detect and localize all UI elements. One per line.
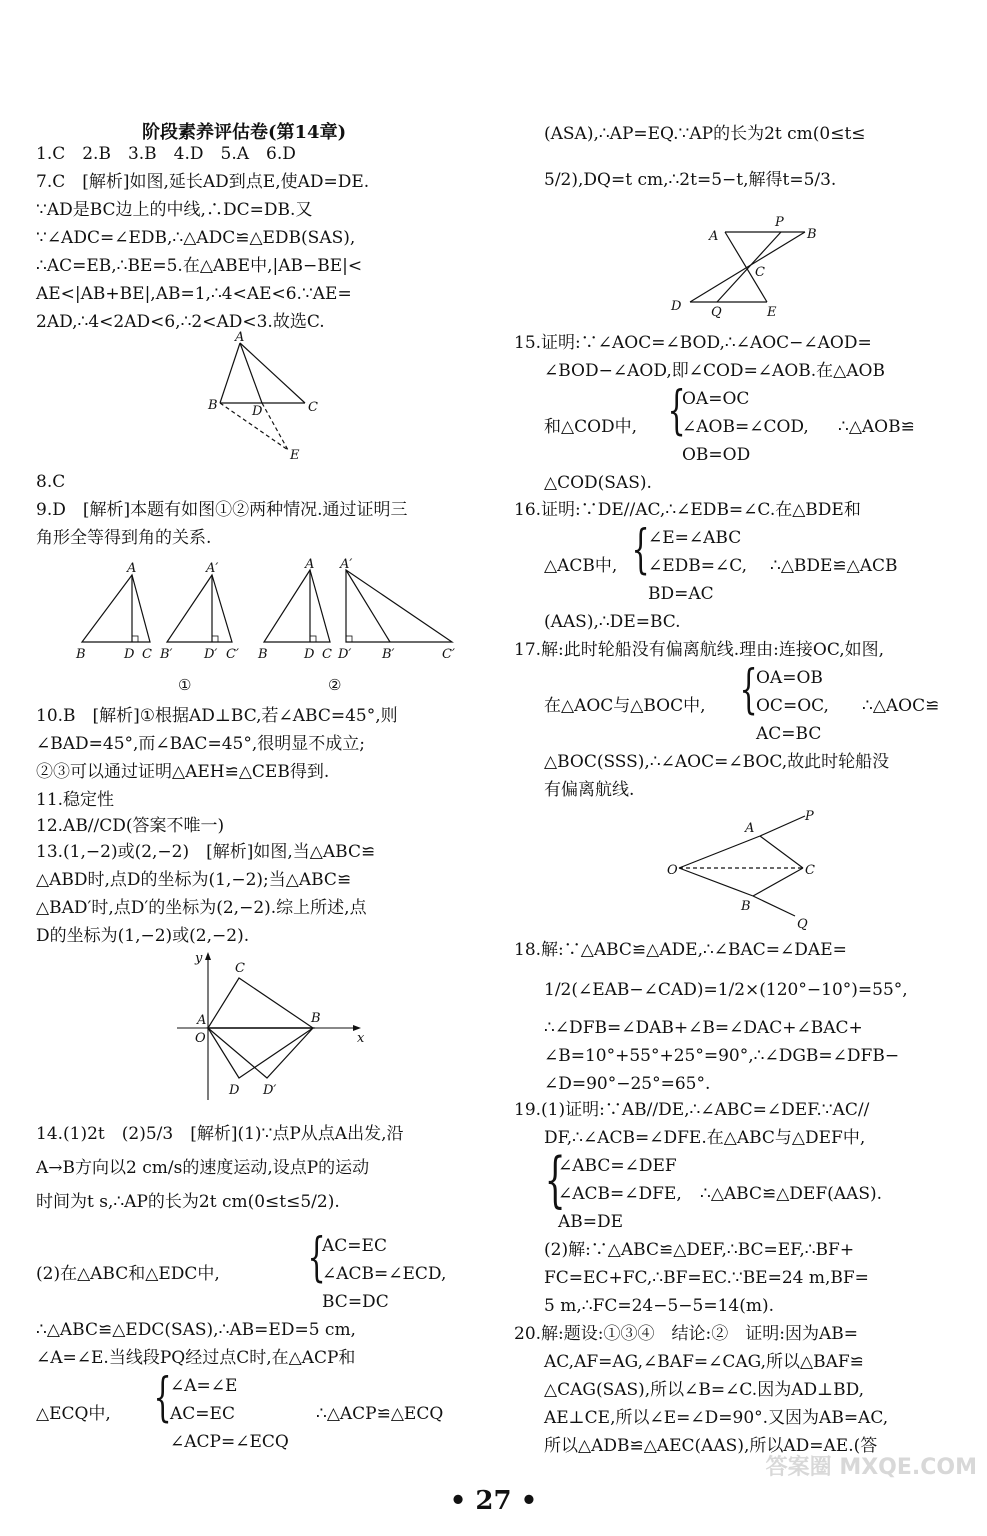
answer-line: 5 m,∴FC=24−5−5=14(m). — [544, 1296, 775, 1316]
answer-line: 18.解:∵△ABC≌△ADE,∴∠BAC=∠DAE= — [514, 940, 847, 960]
answer-line: ∠BAD=45°,而∠BAC=45°,很明显不成立; — [36, 734, 365, 754]
answer-line: A→B方向以2 cm/s的速度运动,设点P的运动 — [36, 1158, 370, 1178]
label-Q: Q — [797, 917, 808, 932]
answer-line: 14.(1)2t (2)5/3 [解析](1)∵点P从点A出发,沿 — [36, 1124, 404, 1144]
label-B-prime: B′ — [160, 647, 173, 662]
label-D-prime: D′ — [338, 647, 352, 662]
system-line: OA=OB — [756, 668, 823, 688]
label-C: C — [322, 647, 332, 662]
answer-line: ∴△ACP≌△ECQ — [316, 1404, 444, 1424]
label-O: O — [195, 1031, 206, 1046]
answer-line: △ECQ中, — [36, 1404, 111, 1424]
label-P: P — [805, 809, 814, 824]
system-line: ∠A=∠E — [170, 1376, 238, 1396]
answer-line: 有偏离航线. — [544, 780, 635, 800]
label-E: E — [767, 305, 777, 320]
label-x: x — [357, 1031, 365, 1046]
answer-line: △BOC(SSS),∴∠AOC=∠BOC,故此时轮船没 — [544, 752, 890, 772]
answer-line: 和△COD中, — [544, 417, 638, 437]
label-A: A — [305, 557, 315, 572]
answer-line: 19.(1)证明:∵AB//DE,∴∠ABC=∠DEF.∵AC// — [514, 1100, 870, 1120]
answer-line: 角形全等得到角的关系. — [36, 528, 212, 548]
page-title: 阶段素养评估卷(第14章) — [142, 122, 347, 143]
answer-line: AE⊥CE,所以∠E=∠D=90°.又因为AB=AC, — [544, 1408, 889, 1428]
brace: { — [153, 1368, 172, 1428]
answer-line: 1/2(∠EAB−∠CAD)=1/2×(120°−10°)=55°, — [544, 980, 908, 1000]
answer-line: (ASA),∴AP=EQ.∵AP的长为2t cm(0≤t≤ — [544, 124, 866, 144]
answer-line: 9.D [解析]本题有如图①②两种情况.通过证明三 — [36, 500, 408, 520]
answer-line: 1.C 2.B 3.B 4.D 5.A 6.D — [36, 144, 296, 164]
answer-line: 时间为t s,∴AP的长为2t cm(0≤t≤5/2). — [36, 1192, 340, 1212]
label-D: D — [671, 299, 682, 314]
system-line: OA=OC — [682, 389, 750, 409]
system-line: ∠ACB=∠ECD, — [322, 1264, 447, 1284]
system-line: ∠ACB=∠DFE, — [558, 1184, 682, 1204]
label-D-prime: D′ — [263, 1083, 277, 1098]
answer-line: △COD(SAS). — [544, 473, 652, 493]
label-O: O — [667, 863, 678, 878]
answer-line: 10.B [解析]①根据AD⊥BC,若∠ABC=45°,则 — [36, 706, 398, 726]
answer-line: ∠A=∠E.当线段PQ经过点C时,在△ACP和 — [36, 1348, 356, 1368]
answer-line: △ACB中, — [544, 556, 618, 576]
system-line: AC=EC — [170, 1404, 235, 1424]
system-line: AB=DE — [558, 1212, 624, 1232]
label-E: E — [290, 448, 300, 463]
figure-q14 — [665, 210, 825, 320]
label-P: P — [775, 215, 784, 230]
label-B: B — [76, 647, 86, 662]
label-A: A — [235, 330, 245, 345]
answer-line: (AAS),∴DE=BC. — [544, 612, 681, 632]
page-number: • 27 • — [449, 1486, 538, 1516]
label-D: D — [229, 1083, 240, 1098]
figure-label-1: ① — [178, 676, 192, 694]
answer-line: ∠D=90°−25°=65°. — [544, 1074, 711, 1094]
answer-line: 20.解:题设:①③④ 结论:② 证明:因为AB= — [514, 1324, 858, 1344]
system-line: BC=DC — [322, 1292, 389, 1312]
answer-line: AC,AF=AG,∠BAF=∠CAG,所以△BAF≌ — [544, 1352, 864, 1372]
answer-line: (2)解:∵△ABC≌△DEF,∴BC=EF,∴BF+ — [544, 1240, 855, 1260]
brace: { — [667, 381, 686, 441]
label-C: C — [235, 961, 245, 976]
label-A: A — [197, 1013, 207, 1028]
answer-line: ∴△ABC≌△DEF(AAS). — [700, 1184, 883, 1204]
answer-line: DF,∴∠ACB=∠DFE.在△ABC与△DEF中, — [544, 1128, 866, 1148]
label-D: D — [252, 404, 263, 419]
label-A: A — [709, 229, 719, 244]
answer-line: 13.(1,−2)或(2,−2) [解析]如图,当△ABC≌ — [36, 842, 376, 862]
figure-q17 — [665, 806, 825, 936]
system-line: BD=AC — [648, 584, 714, 604]
label-C: C — [755, 265, 765, 280]
label-C: C — [805, 863, 815, 878]
system-line: OB=OD — [682, 445, 751, 465]
answer-line: △BAD′时,点D′的坐标为(2,−2).综上所述,点 — [36, 898, 367, 918]
watermark: 答案圈 MXQE.COM — [765, 1455, 977, 1480]
system-line: ∠ACP=∠ECQ — [170, 1432, 289, 1452]
brace: { — [631, 520, 650, 580]
answer-line: 16.证明:∵DE//AC,∴∠EDB=∠C.在△BDE和 — [514, 500, 861, 520]
label-C: C — [308, 400, 318, 415]
answer-line: ∴△AOB≌ — [838, 417, 915, 437]
answer-line: 8.C — [36, 472, 66, 492]
label-B: B — [807, 227, 817, 242]
label-D-prime: D′ — [204, 647, 218, 662]
answer-line: ∵AD是BC边上的中线,∴DC=DB.又 — [36, 200, 313, 220]
answer-line: ∵∠ADC=∠EDB,∴△ADC≌△EDB(SAS), — [36, 228, 356, 248]
answer-line: ∴∠DFB=∠DAB+∠B=∠DAC+∠BAC+ — [544, 1018, 863, 1038]
answer-line: ∴△BDE≌△ACB — [770, 556, 898, 576]
label-D: D — [304, 647, 315, 662]
figure-q7 — [200, 330, 330, 465]
brace: { — [307, 1228, 326, 1288]
label-B-prime: B′ — [382, 647, 395, 662]
answer-line: 5/2),DQ=t cm,∴2t=5−t,解得t=5/3. — [544, 170, 837, 190]
answer-line: ∴△ABC≌△EDC(SAS),∴AB=ED=5 cm, — [36, 1320, 356, 1340]
answer-line: 11.稳定性 — [36, 790, 115, 810]
system-line: OC=OC, — [756, 696, 829, 716]
label-B: B — [311, 1011, 321, 1026]
answer-line: ∴△AOC≌ — [862, 696, 940, 716]
answer-line: 2AD,∴4<2AD<6,∴2<AD<3.故选C. — [36, 312, 325, 332]
answer-line: 15.证明:∵∠AOC=∠BOD,∴∠AOC−∠AOD= — [514, 333, 872, 353]
answer-line: 12.AB//CD(答案不唯一) — [36, 816, 225, 836]
answer-line: △ABD时,点D的坐标为(1,−2);当△ABC≌ — [36, 870, 352, 890]
label-y: y — [195, 951, 203, 966]
label-B: B — [208, 398, 218, 413]
answer-line: 17.解:此时轮船没有偏离航线.理由:连接OC,如图, — [514, 640, 885, 660]
figure-q9 — [72, 557, 472, 700]
label-A: A — [127, 561, 137, 576]
answer-line: 7.C [解析]如图,延长AD到点E,使AD=DE. — [36, 172, 370, 192]
answer-line: AE<|AB+BE|,AB=1,∴4<AE<6.∵AE= — [36, 284, 352, 304]
answer-line: △CAG(SAS),所以∠B=∠C.因为AD⊥BD, — [544, 1380, 865, 1400]
label-C: C — [142, 647, 152, 662]
answer-line: FC=EC+FC,∴BF=EC.∵BE=24 m,BF= — [544, 1268, 869, 1288]
brace: { — [739, 660, 758, 720]
answer-line: ∠B=10°+55°+25°=90°,∴∠DGB=∠DFB− — [544, 1046, 900, 1066]
system-line: AC=BC — [756, 724, 822, 744]
answer-line: (2)在△ABC和△EDC中, — [36, 1264, 220, 1284]
label-A-prime: A′ — [206, 561, 219, 576]
answer-line: 在△AOC与△BOC中, — [544, 696, 706, 716]
brace: { — [544, 1145, 566, 1215]
answer-line: ②③可以通过证明△AEH≌△CEB得到. — [36, 762, 330, 782]
label-D: D — [124, 647, 135, 662]
system-line: ∠EDB=∠C, — [648, 556, 748, 576]
label-B: B — [258, 647, 268, 662]
answer-line: ∴AC=EB,∴BE=5.在△ABE中,|AB−BE|< — [36, 256, 363, 276]
label-Q: Q — [711, 305, 722, 320]
answer-line: ∠BOD−∠AOD,即∠COD=∠AOB.在△AOB — [544, 361, 885, 381]
label-B: B — [741, 899, 751, 914]
system-line: ∠AOB=∠COD, — [682, 417, 809, 437]
system-line: ∠E=∠ABC — [648, 528, 742, 548]
label-C-prime: C′ — [442, 647, 455, 662]
label-A: A — [745, 821, 755, 836]
answer-line: D的坐标为(1,−2)或(2,−2). — [36, 926, 250, 946]
answer-line: 所以△ADB≌△AEC(AAS),所以AD=AE.(答 — [544, 1436, 878, 1456]
figure-q13 — [175, 950, 375, 1110]
system-line: ∠ABC=∠DEF — [558, 1156, 677, 1176]
system-line: AC=EC — [322, 1236, 387, 1256]
figure-label-2: ② — [328, 676, 342, 694]
label-C-prime: C′ — [226, 647, 239, 662]
label-A-prime: A′ — [340, 557, 353, 572]
